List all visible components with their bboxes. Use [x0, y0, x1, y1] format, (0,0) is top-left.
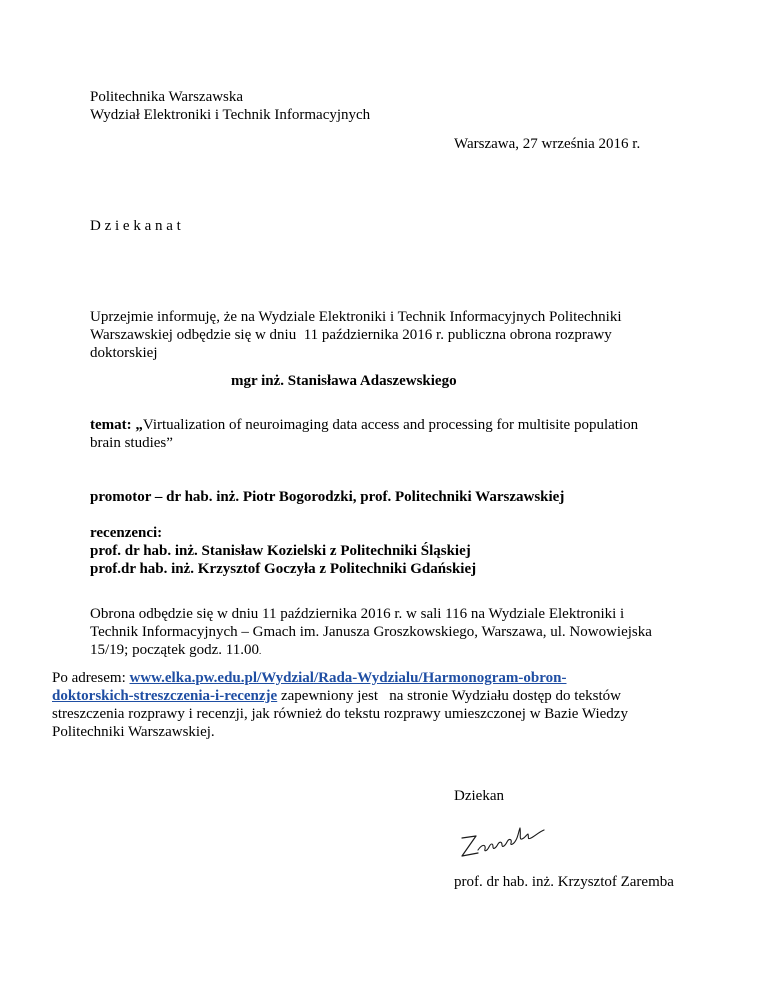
- announcement-line: Uprzejmie informuję, że na Wydziale Elektroniki i Technik Informacyjnych Politechniki: [90, 309, 622, 325]
- access-text: streszczenia rozprawy i recenzji, jak również do tekstu rozprawy umieszczonej w Bazie Wiedzy: [52, 706, 628, 722]
- defense-paragraph: [90, 605, 680, 660]
- recipient: D z i e k a n a t: [90, 218, 181, 234]
- defense-line: Technik Informacyjnych – Gmach im. Janusza Groszkowskiego, Warszawa, ul. Nowowiejska: [90, 624, 652, 640]
- announcement-paragraph: [90, 308, 680, 362]
- topic-label: temat: „: [90, 417, 143, 433]
- announcement-line: doktorskiej: [90, 345, 158, 361]
- handwritten-signature-icon: [456, 820, 551, 862]
- defense-line: 15/19; początek godz. 11.00: [90, 642, 259, 658]
- harmonogram-link[interactable]: www.elka.pw.edu.pl/Wydzial/Rada-Wydzialu/Harmonogram-obron-: [129, 670, 567, 686]
- header: [90, 88, 370, 124]
- signature-name: prof. dr hab. inż. Krzysztof Zaremba: [454, 874, 674, 890]
- university-name: Politechnika Warszawska: [90, 89, 244, 105]
- date-line: Warszawa, 27 września 2016 r.: [454, 136, 641, 152]
- signature-title: Dziekan: [454, 788, 504, 804]
- candidate-name: mgr inż. Stanisława Adaszewskiego: [231, 373, 457, 389]
- access-prefix: Po adresem:: [52, 670, 130, 686]
- defense-dot: .: [258, 646, 262, 656]
- access-text: zapewniony jest na stronie Wydziału dostęp do tekstów: [277, 688, 621, 704]
- topic: [90, 416, 690, 452]
- reviewers: [90, 524, 476, 578]
- access-text: Politechniki Warszawskiej.: [52, 724, 215, 740]
- promotor: promotor – dr hab. inż. Piotr Bogorodzki, prof. Politechniki Warszawskiej: [90, 489, 565, 505]
- topic-title-line: brain studies”: [90, 435, 173, 451]
- reviewer: prof. dr hab. inż. Stanisław Kozielski z Politechniki Śląskiej: [90, 543, 471, 559]
- reviewer: prof.dr hab. inż. Krzysztof Goczyła z Politechniki Gdańskiej: [90, 561, 477, 577]
- reviewers-heading: recenzenci:: [90, 525, 163, 541]
- announcement-line: Warszawskiej odbędzie się w dniu 11 października 2016 r. publiczna obrona rozprawy: [90, 327, 612, 343]
- harmonogram-link[interactable]: doktorskich-streszczenia-i-recenzje: [52, 688, 278, 704]
- access-paragraph: [52, 669, 722, 741]
- faculty-name: Wydział Elektroniki i Technik Informacyjnych: [90, 107, 371, 123]
- topic-title-line: Virtualization of neuroimaging data access and processing for multisite population: [142, 417, 639, 433]
- defense-line: Obrona odbędzie się w dniu 11 października 2016 r. w sali 116 na Wydziale Elektroniki i: [90, 606, 625, 622]
